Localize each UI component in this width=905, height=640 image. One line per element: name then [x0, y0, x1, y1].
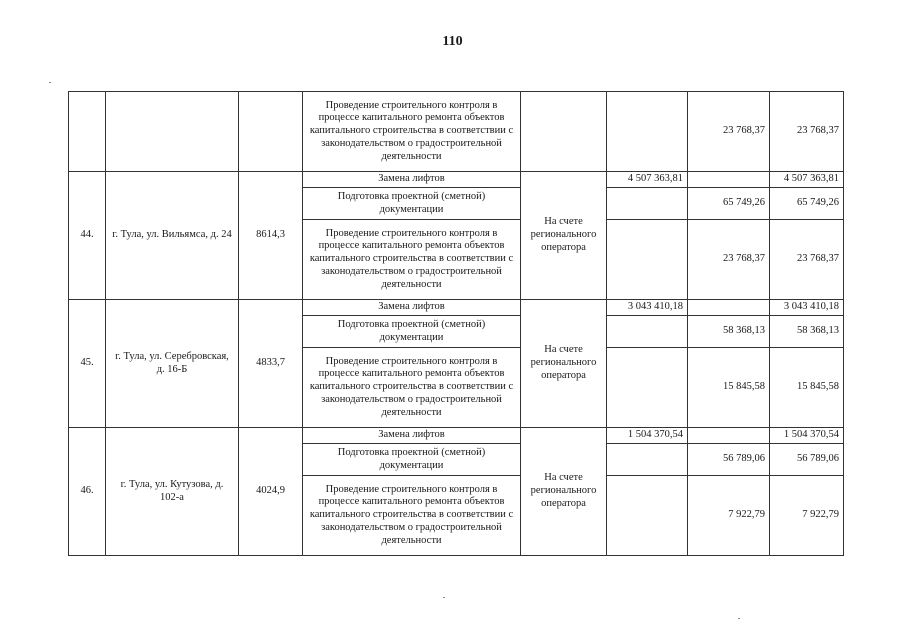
cost-total-cell: 65 749,26 [770, 188, 844, 220]
work-type-cell: Проведение строительного контроля в процессе капитального ремонта объектов капитального строительства в соответствии с законодательством о градостроительной деятельности [303, 92, 521, 172]
capital-repair-table [68, 91, 844, 556]
cost-lifts-cell: 4 507 363,81 [607, 172, 688, 188]
work-type-cell: Проведение строительного контроля в процессе капитального ремонта объектов капитального строительства в соответствии с законодательством о градостроительной деятельности [303, 348, 521, 428]
work-type-cell: Подготовка проектной (сметной) документации [303, 188, 521, 220]
cost-other-cell: 7 922,79 [688, 476, 770, 556]
cost-other-cell: 65 749,26 [688, 188, 770, 220]
cost-other-cell [688, 172, 770, 188]
cost-other-cell: 56 789,06 [688, 444, 770, 476]
cost-other-cell [688, 300, 770, 316]
cost-lifts-cell [607, 316, 688, 348]
scan-speck [738, 618, 740, 619]
cost-lifts-cell [607, 188, 688, 220]
address-cell: г. Тула, ул. Кутузова, д. 102-а [106, 428, 239, 556]
account-cell: На счете регионального оператора [521, 172, 607, 300]
row-number-cell: 45. [69, 300, 106, 428]
cost-other-cell: 23 768,37 [688, 92, 770, 172]
row-number-cell: 44. [69, 172, 106, 300]
cost-total-cell: 1 504 370,54 [770, 428, 844, 444]
cost-total-cell: 15 845,58 [770, 348, 844, 428]
cost-total-cell: 3 043 410,18 [770, 300, 844, 316]
cost-lifts-cell: 1 504 370,54 [607, 428, 688, 444]
cost-total-cell: 7 922,79 [770, 476, 844, 556]
address-cell [106, 92, 239, 172]
account-cell: На счете регионального оператора [521, 428, 607, 556]
scan-speck [443, 597, 445, 598]
table-row [69, 92, 844, 172]
work-type-cell: Подготовка проектной (сметной) документации [303, 316, 521, 348]
cost-total-cell: 23 768,37 [770, 92, 844, 172]
work-type-cell: Замена лифтов [303, 300, 521, 316]
account-cell: На счете регионального оператора [521, 300, 607, 428]
work-type-cell: Замена лифтов [303, 428, 521, 444]
account-cell [521, 92, 607, 172]
page-number: 110 [442, 34, 463, 49]
work-type-cell: Проведение строительного контроля в процессе капитального ремонта объектов капитального строительства в соответствии с законодательством о градостроительной деятельности [303, 476, 521, 556]
table-row [69, 172, 844, 188]
row-number-cell [69, 92, 106, 172]
area-cell: 4024,9 [239, 428, 303, 556]
cost-lifts-cell [607, 92, 688, 172]
work-type-cell: Проведение строительного контроля в процессе капитального ремонта объектов капитального строительства в соответствии с законодательством о градостроительной деятельности [303, 220, 521, 300]
cost-total-cell: 56 789,06 [770, 444, 844, 476]
area-cell [239, 92, 303, 172]
cost-total-cell: 4 507 363,81 [770, 172, 844, 188]
address-cell: г. Тула, ул. Серебровская, д. 16-Б [106, 300, 239, 428]
row-number-cell: 46. [69, 428, 106, 556]
cost-lifts-cell [607, 476, 688, 556]
cost-lifts-cell [607, 348, 688, 428]
area-cell: 4833,7 [239, 300, 303, 428]
table-row [69, 428, 844, 444]
cost-other-cell [688, 428, 770, 444]
work-type-cell: Замена лифтов [303, 172, 521, 188]
cost-other-cell: 15 845,58 [688, 348, 770, 428]
cost-other-cell: 58 368,13 [688, 316, 770, 348]
table-row [69, 300, 844, 316]
address-cell: г. Тула, ул. Вильямса, д. 24 [106, 172, 239, 300]
scan-speck [49, 82, 51, 83]
cost-other-cell: 23 768,37 [688, 220, 770, 300]
cost-lifts-cell [607, 220, 688, 300]
area-cell: 8614,3 [239, 172, 303, 300]
cost-lifts-cell [607, 444, 688, 476]
cost-total-cell: 58 368,13 [770, 316, 844, 348]
cost-lifts-cell: 3 043 410,18 [607, 300, 688, 316]
cost-total-cell: 23 768,37 [770, 220, 844, 300]
work-type-cell: Подготовка проектной (сметной) документации [303, 444, 521, 476]
